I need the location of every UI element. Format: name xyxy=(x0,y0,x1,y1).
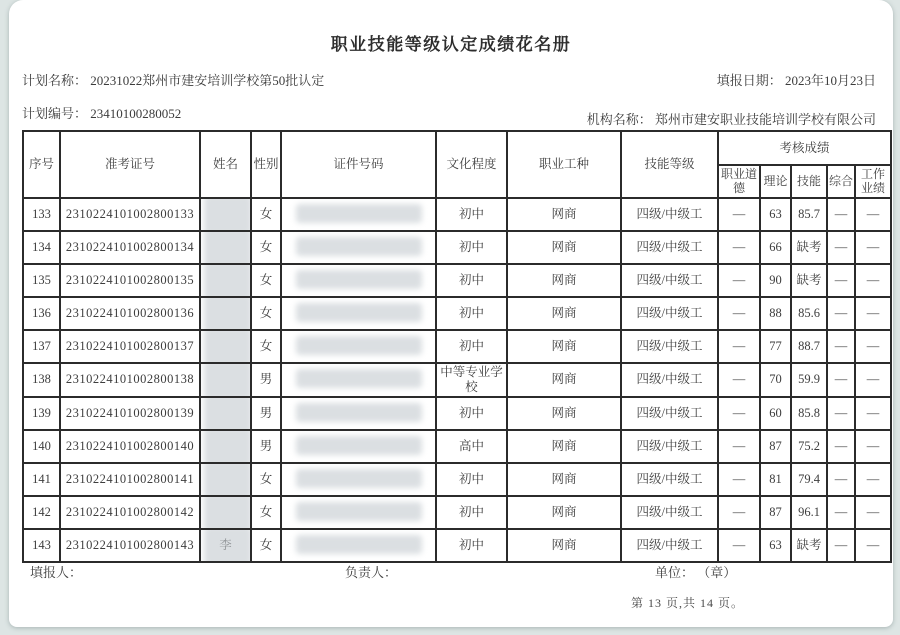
report-date: 填报日期： 2023年10月23日 xyxy=(716,73,876,88)
cell-score-work: — xyxy=(855,463,891,496)
cell-skill-level: 四级/中级工 xyxy=(621,397,718,430)
cell-name xyxy=(200,463,251,496)
cell-seq: 139 xyxy=(23,397,60,430)
cell-gender: 女 xyxy=(251,297,281,330)
cell-id-number xyxy=(281,529,436,562)
redaction-smudge xyxy=(296,369,422,388)
redaction-smudge xyxy=(204,463,251,496)
cell-score-ethics: — xyxy=(718,198,760,231)
cell-occupation: 网商 xyxy=(507,330,621,363)
cell-education: 初中 xyxy=(436,496,507,529)
cell-education: 初中 xyxy=(436,198,507,231)
redaction-smudge xyxy=(204,529,251,562)
cell-seq: 138 xyxy=(23,363,60,397)
cell-skill-level: 四级/中级工 xyxy=(621,198,718,231)
cell-name xyxy=(200,529,251,562)
cell-score-work: — xyxy=(855,264,891,297)
cell-seq: 134 xyxy=(23,231,60,264)
cell-score-theory: 77 xyxy=(760,330,791,363)
document-page xyxy=(9,0,893,627)
cell-score-skill: 85.7 xyxy=(791,198,827,231)
col-header-level: 技能等级 xyxy=(621,131,718,198)
redaction-smudge xyxy=(296,502,422,521)
cell-name xyxy=(200,363,251,397)
cell-id-number xyxy=(281,430,436,463)
cell-skill-level: 四级/中级工 xyxy=(621,231,718,264)
cell-ticket: 2310224101002800133 xyxy=(60,198,200,231)
page-title: 职业技能等级认定成绩花名册 xyxy=(330,35,572,54)
cell-score-theory: 66 xyxy=(760,231,791,264)
table-row xyxy=(23,463,891,496)
cell-occupation: 网商 xyxy=(507,198,621,231)
org-name: 机构名称： 郑州市建安职业技能培训学校有限公司 xyxy=(586,112,876,127)
cell-ticket: 2310224101002800136 xyxy=(60,297,200,330)
cell-score-work: — xyxy=(855,297,891,330)
cell-score-ethics: — xyxy=(718,264,760,297)
filler-label: 填报人： xyxy=(30,565,83,580)
col-header-ethics: 职业道德 xyxy=(718,165,760,198)
redaction-smudge xyxy=(296,469,422,488)
cell-id-number xyxy=(281,231,436,264)
cell-gender: 女 xyxy=(251,496,281,529)
cell-ticket: 2310224101002800141 xyxy=(60,463,200,496)
redaction-smudge xyxy=(204,198,251,231)
cell-education: 中等专业学校 xyxy=(436,363,507,397)
table-row xyxy=(23,330,891,363)
table-row xyxy=(23,264,891,297)
cell-score-theory: 90 xyxy=(760,264,791,297)
cell-score-ethics: — xyxy=(718,330,760,363)
redaction-smudge xyxy=(296,403,422,422)
cell-occupation: 网商 xyxy=(507,529,621,562)
col-header-theory: 理论 xyxy=(760,165,791,198)
cell-score-theory: 87 xyxy=(760,496,791,529)
cell-occupation: 网商 xyxy=(507,463,621,496)
redaction-smudge xyxy=(296,303,422,322)
cell-education: 初中 xyxy=(436,330,507,363)
cell-score-ethics: — xyxy=(718,529,760,562)
cell-seq: 142 xyxy=(23,496,60,529)
col-header-work: 工作业绩 xyxy=(855,165,891,198)
cell-education: 初中 xyxy=(436,529,507,562)
col-header-skill: 技能 xyxy=(791,165,827,198)
redaction-smudge xyxy=(296,336,422,355)
redaction-smudge xyxy=(204,330,251,363)
redaction-smudge xyxy=(204,430,251,463)
cell-score-comprehensive: — xyxy=(827,397,855,430)
redaction-smudge xyxy=(204,397,251,430)
unit-seal-label: 单位： （章） xyxy=(655,565,737,580)
cell-id-number xyxy=(281,397,436,430)
redaction-smudge xyxy=(296,270,422,289)
score-roster-table xyxy=(22,130,892,563)
cell-score-comprehensive: — xyxy=(827,430,855,463)
cell-name xyxy=(200,198,251,231)
cell-ticket: 2310224101002800137 xyxy=(60,330,200,363)
cell-score-ethics: — xyxy=(718,430,760,463)
table-row xyxy=(23,231,891,264)
cell-id-number xyxy=(281,363,436,397)
cell-score-theory: 60 xyxy=(760,397,791,430)
table-row xyxy=(23,496,891,529)
cell-score-comprehensive: — xyxy=(827,463,855,496)
col-header-name: 姓名 xyxy=(200,131,251,198)
cell-score-theory: 87 xyxy=(760,430,791,463)
cell-score-work: — xyxy=(855,496,891,529)
table-row xyxy=(23,529,891,562)
cell-gender: 男 xyxy=(251,363,281,397)
cell-score-comprehensive: — xyxy=(827,198,855,231)
cell-occupation: 网商 xyxy=(507,430,621,463)
cell-skill-level: 四级/中级工 xyxy=(621,430,718,463)
redaction-smudge xyxy=(296,436,422,455)
cell-score-ethics: — xyxy=(718,231,760,264)
cell-seq: 136 xyxy=(23,297,60,330)
cell-id-number xyxy=(281,264,436,297)
cell-education: 初中 xyxy=(436,264,507,297)
cell-score-skill: 79.4 xyxy=(791,463,827,496)
cell-id-number xyxy=(281,496,436,529)
cell-name xyxy=(200,264,251,297)
cell-gender: 女 xyxy=(251,198,281,231)
page-number-info: 第 13 页,共 14 页。 xyxy=(631,596,745,610)
cell-score-work: — xyxy=(855,363,891,397)
cell-score-theory: 63 xyxy=(760,529,791,562)
cell-name xyxy=(200,330,251,363)
cell-name xyxy=(200,297,251,330)
cell-score-ethics: — xyxy=(718,397,760,430)
redaction-smudge xyxy=(204,264,251,297)
cell-skill-level: 四级/中级工 xyxy=(621,264,718,297)
col-header-ticket: 准考证号 xyxy=(60,131,200,198)
cell-score-skill: 96.1 xyxy=(791,496,827,529)
table-row xyxy=(23,430,891,463)
table-body xyxy=(23,198,891,562)
cell-seq: 135 xyxy=(23,264,60,297)
cell-occupation: 网商 xyxy=(507,231,621,264)
plan-name: 计划名称： 20231022郑州市建安培训学校第50批认定 xyxy=(22,73,325,88)
table-row xyxy=(23,397,891,430)
cell-skill-level: 四级/中级工 xyxy=(621,529,718,562)
cell-score-theory: 81 xyxy=(760,463,791,496)
cell-occupation: 网商 xyxy=(507,496,621,529)
cell-score-work: — xyxy=(855,397,891,430)
cell-score-skill: 88.7 xyxy=(791,330,827,363)
cell-id-number xyxy=(281,297,436,330)
cell-ticket: 2310224101002800142 xyxy=(60,496,200,529)
cell-id-number xyxy=(281,198,436,231)
table-row xyxy=(23,363,891,397)
cell-occupation: 网商 xyxy=(507,363,621,397)
cell-name xyxy=(200,430,251,463)
cell-education: 初中 xyxy=(436,297,507,330)
redaction-smudge xyxy=(204,297,251,330)
table-row xyxy=(23,297,891,330)
cell-skill-level: 四级/中级工 xyxy=(621,496,718,529)
cell-occupation: 网商 xyxy=(507,264,621,297)
cell-ticket: 2310224101002800143 xyxy=(60,529,200,562)
cell-name xyxy=(200,397,251,430)
cell-score-ethics: — xyxy=(718,363,760,397)
cell-seq: 141 xyxy=(23,463,60,496)
cell-score-ethics: — xyxy=(718,496,760,529)
cell-skill-level: 四级/中级工 xyxy=(621,330,718,363)
cell-ticket: 2310224101002800134 xyxy=(60,231,200,264)
redaction-smudge xyxy=(296,535,422,554)
col-header-gender: 性别 xyxy=(251,131,281,198)
cell-score-work: — xyxy=(855,198,891,231)
cell-skill-level: 四级/中级工 xyxy=(621,363,718,397)
cell-score-work: — xyxy=(855,529,891,562)
cell-score-skill: 75.2 xyxy=(791,430,827,463)
plan-number: 计划编号： 23410100280052 xyxy=(22,106,182,121)
cell-score-comprehensive: — xyxy=(827,529,855,562)
cell-gender: 女 xyxy=(251,231,281,264)
cell-score-skill: 59.9 xyxy=(791,363,827,397)
cell-ticket: 2310224101002800139 xyxy=(60,397,200,430)
col-header-comprehensive: 综合 xyxy=(827,165,855,198)
redaction-smudge xyxy=(296,237,422,256)
cell-gender: 女 xyxy=(251,330,281,363)
cell-score-work: — xyxy=(855,330,891,363)
cell-education: 高中 xyxy=(436,430,507,463)
manager-label: 负责人： xyxy=(345,565,398,580)
col-header-occupation: 职业工种 xyxy=(507,131,621,198)
cell-name xyxy=(200,496,251,529)
cell-id-number xyxy=(281,463,436,496)
cell-score-comprehensive: — xyxy=(827,264,855,297)
cell-score-theory: 88 xyxy=(760,297,791,330)
cell-score-comprehensive: — xyxy=(827,363,855,397)
cell-gender: 男 xyxy=(251,430,281,463)
col-header-score-group: 考核成绩 xyxy=(718,131,891,165)
cell-score-comprehensive: — xyxy=(827,330,855,363)
cell-score-skill: 缺考 xyxy=(791,231,827,264)
cell-skill-level: 四级/中级工 xyxy=(621,297,718,330)
cell-seq: 140 xyxy=(23,430,60,463)
cell-score-comprehensive: — xyxy=(827,496,855,529)
cell-score-work: — xyxy=(855,231,891,264)
cell-score-skill: 85.8 xyxy=(791,397,827,430)
cell-score-ethics: — xyxy=(718,297,760,330)
cell-score-theory: 70 xyxy=(760,363,791,397)
cell-score-skill: 缺考 xyxy=(791,529,827,562)
cell-gender: 男 xyxy=(251,397,281,430)
col-header-seq: 序号 xyxy=(23,131,60,198)
cell-score-comprehensive: — xyxy=(827,297,855,330)
redaction-smudge xyxy=(296,204,422,223)
cell-score-comprehensive: — xyxy=(827,231,855,264)
cell-gender: 女 xyxy=(251,264,281,297)
cell-gender: 女 xyxy=(251,529,281,562)
table-row xyxy=(23,198,891,231)
cell-seq: 137 xyxy=(23,330,60,363)
col-header-education: 文化程度 xyxy=(436,131,507,198)
cell-id-number xyxy=(281,330,436,363)
cell-ticket: 2310224101002800138 xyxy=(60,363,200,397)
cell-education: 初中 xyxy=(436,231,507,264)
cell-ticket: 2310224101002800140 xyxy=(60,430,200,463)
cell-score-skill: 缺考 xyxy=(791,264,827,297)
cell-education: 初中 xyxy=(436,463,507,496)
cell-score-theory: 63 xyxy=(760,198,791,231)
cell-gender: 女 xyxy=(251,463,281,496)
cell-seq: 133 xyxy=(23,198,60,231)
cell-score-skill: 85.6 xyxy=(791,297,827,330)
redaction-smudge xyxy=(204,496,251,529)
redaction-smudge xyxy=(204,231,251,264)
cell-occupation: 网商 xyxy=(507,297,621,330)
cell-education: 初中 xyxy=(436,397,507,430)
cell-name xyxy=(200,231,251,264)
cell-seq: 143 xyxy=(23,529,60,562)
cell-score-work: — xyxy=(855,430,891,463)
col-header-id: 证件号码 xyxy=(281,131,436,198)
cell-score-ethics: — xyxy=(718,463,760,496)
cell-occupation: 网商 xyxy=(507,397,621,430)
redaction-smudge xyxy=(204,363,251,397)
cell-skill-level: 四级/中级工 xyxy=(621,463,718,496)
cell-ticket: 2310224101002800135 xyxy=(60,264,200,297)
